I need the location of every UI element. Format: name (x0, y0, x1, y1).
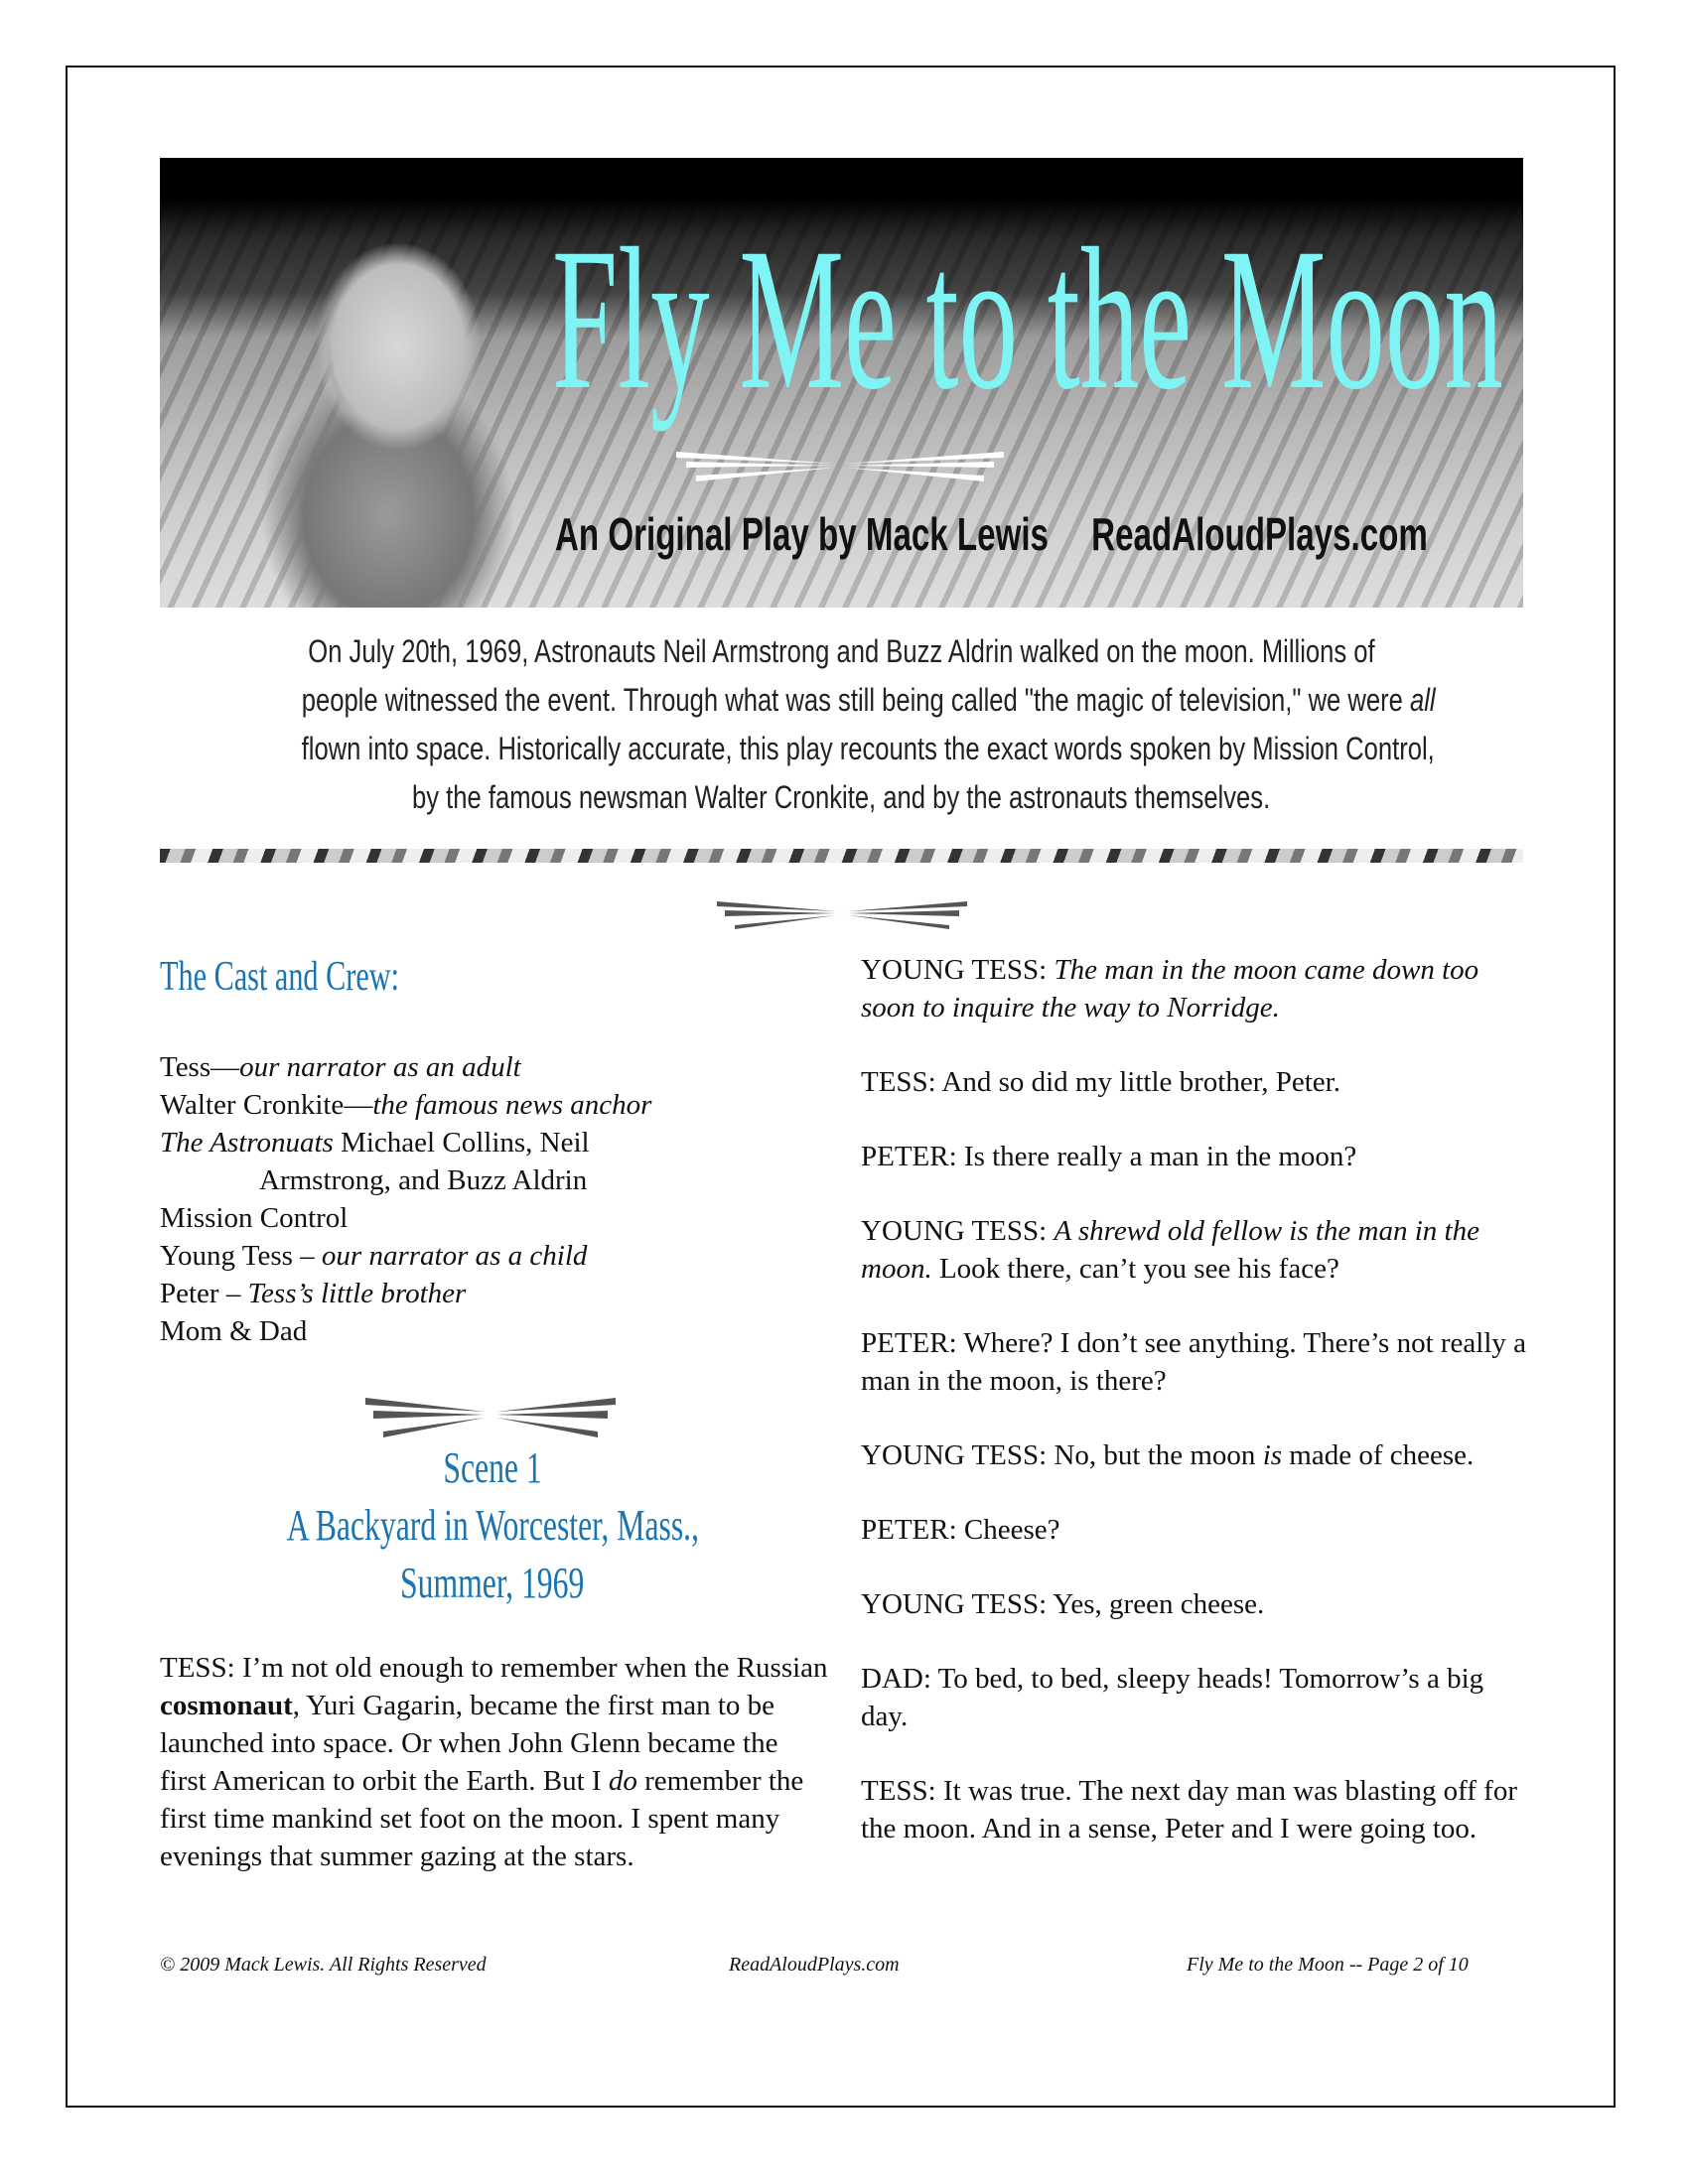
cast-item: Walter Cronkite—the famous news anchor (160, 1089, 652, 1121)
dialogue-line (861, 951, 1536, 1026)
dialogue-speaker: DAD: (861, 1663, 931, 1695)
dialogue-text: Is there really a man in the moon? (956, 1141, 1357, 1172)
scene-number: Scene 1 (443, 1443, 542, 1492)
dialogue-line (861, 1324, 1536, 1400)
cast-item: Young Tess – our narrator as a child (160, 1240, 588, 1272)
dialogue-speaker: TESS: (861, 1775, 936, 1807)
banner-subtitle (555, 507, 1428, 561)
intro-line: by the famous newsman Walter Cronkite, and by the astronauts themselves. (412, 779, 1271, 815)
decorative-strip (160, 849, 1523, 863)
dialogue-speaker: YOUNG TESS: (861, 954, 1048, 986)
cast-heading-text: The Cast and Crew: (160, 954, 400, 1000)
dialogue-text: Yes, green cheese. (1047, 1588, 1265, 1620)
dialogue-speaker: YOUNG TESS: (861, 1215, 1048, 1247)
dialogue-speaker: PETER: (861, 1327, 957, 1359)
title-banner (160, 158, 1523, 608)
dialogue-text: Where? I don’t see anything. There’s not really a man in the moon, is there? (861, 1327, 1527, 1397)
scene-time: Summer, 1969 (400, 1559, 585, 1607)
dialogue-line (861, 1585, 1536, 1623)
intro-line: people witnessed the event. Through what was still being called "the magic of television," we were (301, 682, 1411, 718)
ornament-icon (717, 897, 967, 929)
footer-page-number: Fly Me to the Moon -- Page 2 of 10 (1187, 1954, 1469, 1976)
dialogue-text: Cheese? (956, 1514, 1060, 1546)
intro-line: On July 20th, 1969, Astronauts Neil Armstrong and Buzz Aldrin walked on the moon. Millions of (308, 633, 1375, 669)
cast-item: Mission Control (160, 1202, 349, 1234)
dialogue-line (861, 1436, 1536, 1474)
dialogue-line (861, 1772, 1536, 1847)
scene-setting: A Backyard in Worcester, Mass., (286, 1501, 699, 1550)
dialogue-line (861, 1138, 1536, 1175)
dialogue-text: It was true. The next day man was blasting off for the moon. And in a sense, Peter and I were going too. (861, 1775, 1517, 1844)
intro-line: flown into space. Historically accurate, this play recounts the exact words spoken by Mission Control, (301, 731, 1435, 766)
dialogue-italic: A shrewd old fellow is the man in the moon. (861, 1215, 1479, 1285)
tess-opening-line: TESS: I’m not old enough to remember when the Russian cosmonaut, Yuri Gagarin, became the first man to be launched into space. Or when John Glenn became the first American to orbit the Earth. But I do remember the first time mankind set foot on the moon. I spent many evenings that summer gazing at the stars. (160, 1652, 828, 1872)
intro-emphasis: all (1410, 682, 1436, 718)
dialogue-line (861, 1660, 1536, 1735)
footer-copyright: © 2009 Mack Lewis. All Rights Reserved (160, 1954, 487, 1976)
dialogue-after: Look there, can’t you see his face? (931, 1253, 1339, 1285)
scene-heading (160, 1439, 825, 1612)
cast-item: Tess—our narrator as an adult (160, 1051, 521, 1083)
dialogue-italic: is (1262, 1439, 1283, 1471)
dialogue-italic: The man in the moon came down too soon to inquire the way to Norridge. (861, 954, 1479, 1024)
author-credit: An Original Play by Mack Lewis (555, 508, 1049, 560)
footer-site: ReadAloudPlays.com (729, 1954, 900, 1976)
ornament-icon (676, 446, 1004, 485)
dialogue-speaker: YOUNG TESS: (861, 1439, 1048, 1471)
dialogue-after: made of cheese. (1282, 1439, 1475, 1471)
site-credit: ReadAloudPlays.com (1091, 508, 1428, 560)
dialogue-text: No, but the moon (1047, 1439, 1263, 1471)
cast-item: Peter – Tess’s little brother (160, 1278, 467, 1309)
dialogue-speaker: PETER: (861, 1514, 957, 1546)
dialogue-line (861, 1063, 1536, 1101)
cast-heading (160, 954, 825, 1000)
dialogue-speaker: YOUNG TESS: (861, 1588, 1048, 1620)
dialogue-speaker: PETER: (861, 1141, 957, 1172)
dialogue-text: To bed, to bed, sleepy heads! Tomorrow’s a big day. (861, 1663, 1484, 1732)
play-title: Fly Me to the Moon (552, 206, 1503, 432)
intro-paragraph (160, 627, 1523, 822)
cast-list (160, 1048, 651, 1350)
cast-item: Mom & Dad (160, 1315, 308, 1347)
dialogue-column (861, 951, 1536, 1884)
dialogue-text: And so did my little brother, Peter. (935, 1066, 1340, 1098)
ornament-icon (365, 1394, 616, 1437)
cast-item: The Astronuats Michael Collins, Neil Armstrong, and Buzz Aldrin (160, 1127, 590, 1196)
dialogue-line (861, 1212, 1536, 1288)
dialogue-speaker: TESS: (861, 1066, 936, 1098)
dialogue-line (861, 1511, 1536, 1549)
